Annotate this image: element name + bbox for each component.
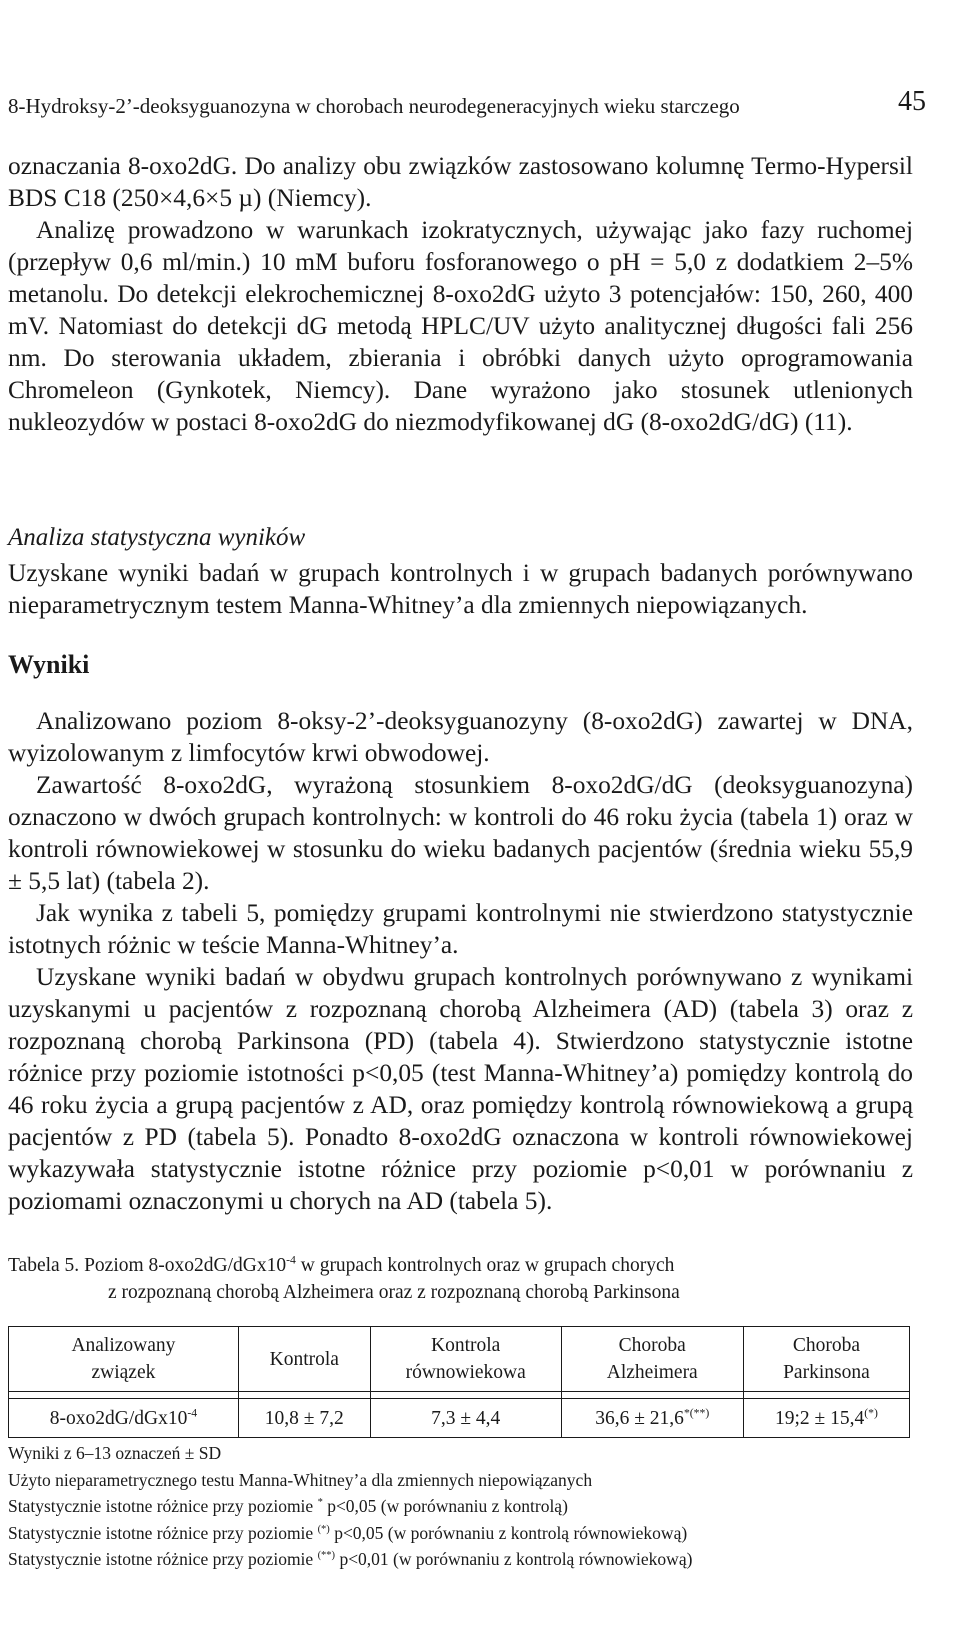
value-cell-control: 10,8 ± 7,2 bbox=[238, 1399, 370, 1438]
table-notes bbox=[8, 1440, 692, 1573]
stat-paragraph: Uzyskane wyniki badań w grupach kontrolnych i w grupach badanych porównywano nieparametrycznym testem Manna-Whitney’a dla zmiennych niepowiązanych. bbox=[8, 559, 913, 619]
compound-cell: $8-oxo2dG/dGx10^{-4}$ bbox=[9, 1399, 239, 1438]
results-paragraph-2: Zawartość 8-oxo2dG, wyrażoną stosunkiem 8-oxo2dG/dG (deoksyguanozyna) oznaczono w dwóch grupach kontrolnych: w kontroli do 46 roku życia (tabela 1) oraz w kontroli równowiekowej w stosunku do wieku badanych pacjentów (średnia wieku 55,9 ± 5,5 lat) (tabela 2). bbox=[8, 771, 913, 895]
table-row bbox=[9, 1399, 910, 1438]
stat-section-text bbox=[8, 557, 913, 621]
caption-line1: Poziom $8-oxo2dG/dGx10^{-4}$ w grupach kontrolnych oraz w grupach chorych bbox=[84, 1253, 675, 1276]
table-spacer-row bbox=[9, 1392, 910, 1399]
results-heading: Wyniki bbox=[8, 650, 90, 679]
header-cell-age-matched-control: Kontrola równowiekowa bbox=[370, 1327, 561, 1392]
caption-label: Tabela 5. bbox=[8, 1255, 80, 1276]
table-note: Wyniki z 6–13 oznaczeń ± SD bbox=[8, 1443, 222, 1463]
table-note: Statystycznie istotne różnice przy poziomie * p<0,05 (w porównaniu z kontrolą) bbox=[8, 1496, 568, 1516]
header-cell-parkinson: Choroba Parkinsona bbox=[743, 1327, 909, 1392]
table-note: Statystycznie istotne różnice przy poziomie (*) p<0,05 (w porównaniu z kontrolą równowiekową) bbox=[8, 1522, 688, 1543]
page-number: 45 bbox=[898, 86, 926, 117]
header-cell-control: Kontrola bbox=[238, 1327, 370, 1392]
results-paragraph-3: Jak wynika z tabeli 5, pomiędzy grupami kontrolnymi nie stwierdzono statystycznie istotnych różnic w teście Manna-Whitney’a. bbox=[8, 899, 913, 959]
value-cell-age-matched-control: 7,3 ± 4,4 bbox=[370, 1399, 561, 1438]
table-caption bbox=[8, 1252, 680, 1306]
caption-line2: z rozpoznaną chorobą Alzheimera oraz z rozpoznaną chorobą Parkinsona bbox=[108, 1282, 680, 1303]
methods-text bbox=[8, 150, 913, 438]
results-table bbox=[8, 1326, 910, 1438]
table-note: Statystycznie istotne różnice przy poziomie (**) p<0,01 (w porównaniu z kontrolą równowiekową) bbox=[8, 1549, 693, 1569]
methods-paragraph-2: Analizę prowadzono w warunkach izokratycznych, używając jako fazy ruchomej (przepływ 0,6 ml/min.) 10 mM buforu fosforanowego o pH = 5,0 z dodatkiem 2–5% metanolu. Do detekcji elekrochemicznej 8-oxo2dG użyto 3 potencjałów: 150, 260, 400 mV. Natomiast do detekcji dG metodą HPLC/UV użyto analitycznej długości fali 256 nm. Do sterowania układem, zbierania i obróbki danych użyto oprogramowania Chromeleon (Gynkotek, Niemcy). Dane wyrażono jako stosunek utlenionych nukleozydów w postaci 8-oxo2dG do niezmodyfikowanej dG (8-oxo2dG/dG) (11). bbox=[8, 216, 913, 436]
running-title: 8-Hydroksy-2’-deoksyguanozyna w chorobach neurodegeneracyjnych wieku starczego bbox=[8, 94, 740, 118]
table-header-row bbox=[9, 1327, 910, 1392]
results-text bbox=[8, 705, 913, 1217]
stat-section-heading: Analiza statystyczna wyników bbox=[8, 524, 306, 551]
value-cell-alzheimer: 36,6 ± 21,6*(**) bbox=[561, 1399, 743, 1438]
results-paragraph-1: Analizowano poziom 8-oksy-2’-deoksyguanozyny (8-oxo2dG) zawartej w DNA, wyizolowanym z limfocytów krwi obwodowej. bbox=[8, 707, 913, 767]
header-cell-compound: Analizowany związek bbox=[9, 1327, 239, 1392]
header-cell-alzheimer: Choroba Alzheimera bbox=[561, 1327, 743, 1392]
table-note: Użyto nieparametrycznego testu Manna-Whitney’a dla zmiennych niepowiązanych bbox=[8, 1469, 593, 1490]
value-cell-parkinson: 19;2 ± 15,4(*) bbox=[743, 1399, 909, 1438]
results-paragraph-4: Uzyskane wyniki badań w obydwu grupach kontrolnych porównywano z wynikami uzyskanymi u pacjentów z rozpoznaną chorobą Alzheimera (AD) (tabela 3) oraz z rozpoznaną chorobą Parkinsona (PD) (tabela 4). Stwierdzono statystycznie istotne różnice przy poziomie istotności p<0,05 (test Manna-Whitney’a) pomiędzy kontrolą do 46 roku życia a grupą pacjentów z AD, oraz pomiędzy kontrolą równowiekową a grupą pacjentów z PD (tabela 5). Ponadto 8-oxo2dG oznaczona w kontroli równowiekowej wykazywała statystycznie istotne różnice przy poziomie p<0,01 w porównaniu z poziomami oznaczonymi u chorych na AD (tabela 5). bbox=[8, 963, 913, 1215]
methods-paragraph-1: oznaczania 8-oxo2dG. Do analizy obu związków zastosowano kolumnę Termo-Hypersil BDS C18 (250×4,6×5 µ) (Niemcy). bbox=[8, 152, 913, 212]
